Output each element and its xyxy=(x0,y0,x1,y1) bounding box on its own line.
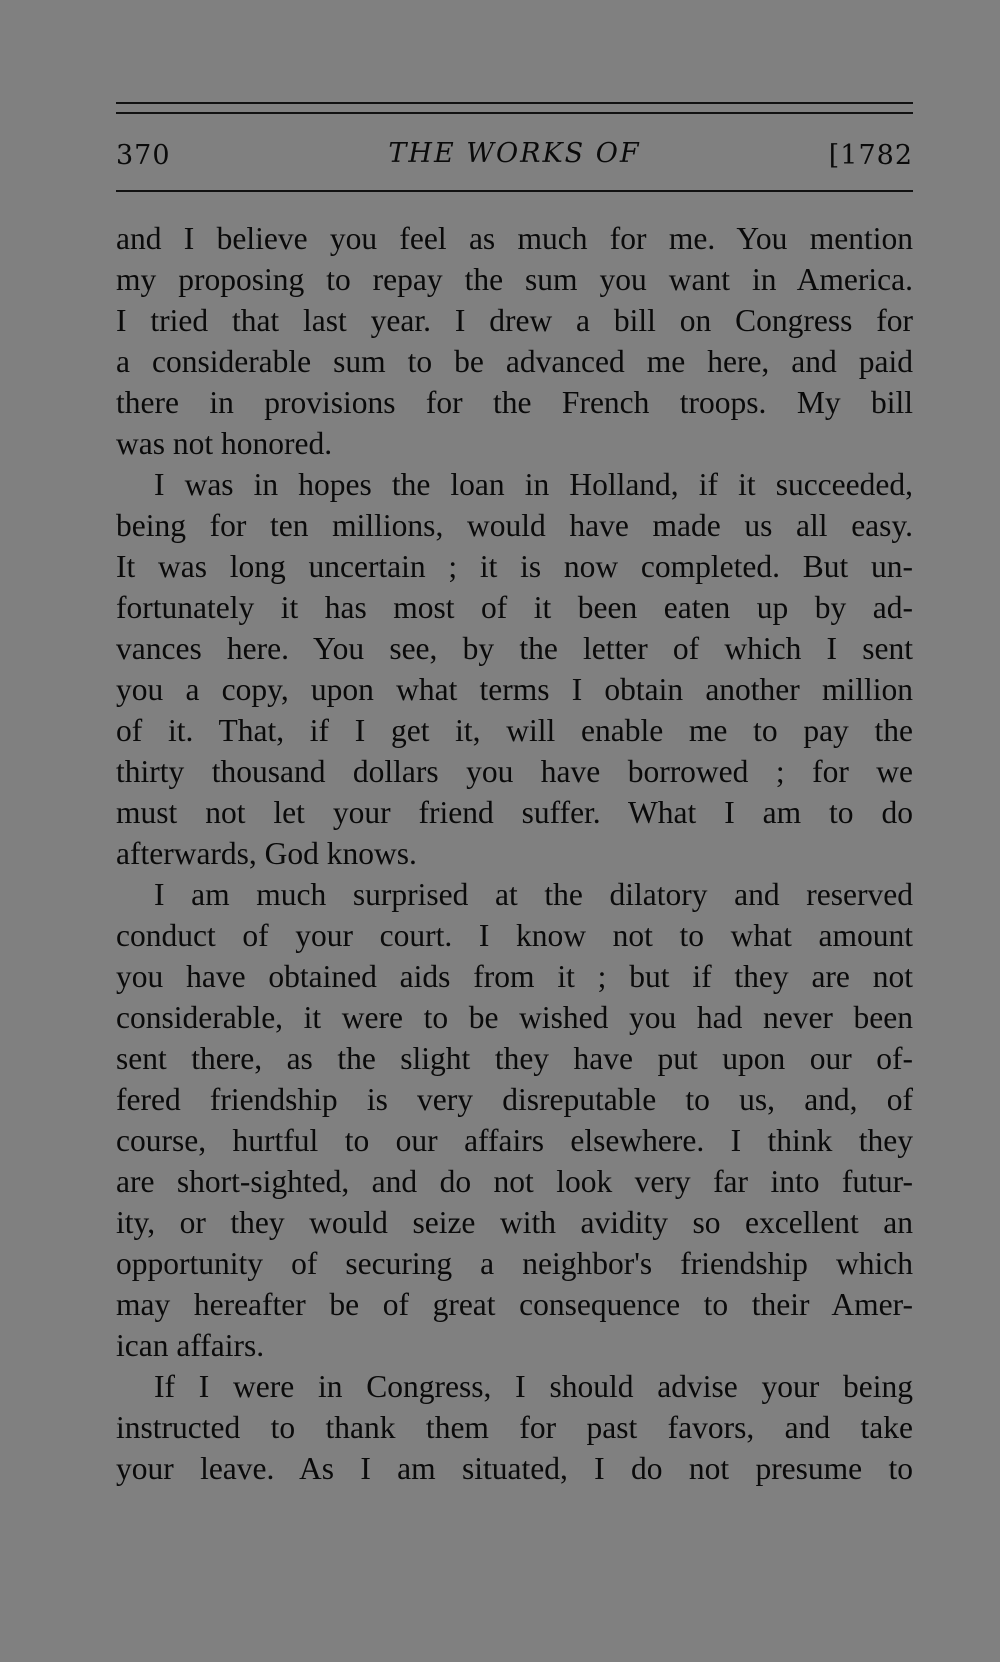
header-rule xyxy=(116,190,913,192)
text-line: and I believe you feel as much for me. You mention xyxy=(116,221,913,256)
paragraph xyxy=(116,1366,913,1489)
text-line: conduct of your court. I know not to what amount xyxy=(116,918,913,953)
header-year: [1782 xyxy=(828,140,913,171)
top-rule xyxy=(116,102,913,104)
text-line: of it. That, if I get it, will enable me to pay the xyxy=(116,713,913,748)
text-line: thirty thousand dollars you have borrowed ; for we xyxy=(116,754,913,789)
paragraph xyxy=(116,218,913,464)
running-title: THE WORKS OF xyxy=(388,138,641,169)
page-number: 370 xyxy=(116,140,171,171)
paragraph xyxy=(116,874,913,1366)
text-line: may hereafter be of great consequence to their Amer- xyxy=(116,1287,913,1322)
text-line: vances here. You see, by the letter of which I sent xyxy=(116,631,913,666)
text-line: being for ten millions, would have made us all easy. xyxy=(116,508,913,543)
book-page xyxy=(116,0,913,1662)
text-line: was not honored. xyxy=(116,426,333,461)
text-line: opportunity of securing a neighbor's friendship which xyxy=(116,1246,913,1281)
text-line: my proposing to repay the sum you want in America. xyxy=(116,262,913,297)
text-line: your leave. As I am situated, I do not presume to xyxy=(116,1451,913,1486)
text-line: there in provisions for the French troops. My bill xyxy=(116,385,913,420)
text-line: I was in hopes the loan in Holland, if it succeeded, xyxy=(154,467,913,502)
text-line: afterwards, God knows. xyxy=(116,836,417,871)
paragraph xyxy=(116,464,913,874)
text-line: I tried that last year. I drew a bill on Congress for xyxy=(116,303,913,338)
text-line: ican affairs. xyxy=(116,1328,265,1363)
text-line: must not let your friend suffer. What I am to do xyxy=(116,795,913,830)
text-line: you a copy, upon what terms I obtain another million xyxy=(116,672,913,707)
body-text xyxy=(116,218,913,1489)
text-line: a considerable sum to be advanced me here, and paid xyxy=(116,344,913,379)
text-line: course, hurtful to our affairs elsewhere. I think they xyxy=(116,1123,913,1158)
text-line: considerable, it were to be wished you had never been xyxy=(116,1000,913,1035)
text-line: you have obtained aids from it ; but if they are not xyxy=(116,959,913,994)
text-line: fortunately it has most of it been eaten up by ad- xyxy=(116,590,913,625)
text-line: It was long uncertain ; it is now completed. But un- xyxy=(116,549,913,584)
text-line: are short-sighted, and do not look very far into futur- xyxy=(116,1164,913,1199)
text-line: ity, or they would seize with avidity so excellent an xyxy=(116,1205,913,1240)
running-header xyxy=(116,136,913,176)
top-rule-secondary xyxy=(116,112,913,114)
text-line: instructed to thank them for past favors, and take xyxy=(116,1410,913,1445)
text-line: sent there, as the slight they have put upon our of- xyxy=(116,1041,913,1076)
text-line: If I were in Congress, I should advise your being xyxy=(154,1369,913,1404)
text-line: I am much surprised at the dilatory and reserved xyxy=(154,877,913,912)
text-line: fered friendship is very disreputable to us, and, of xyxy=(116,1082,913,1117)
